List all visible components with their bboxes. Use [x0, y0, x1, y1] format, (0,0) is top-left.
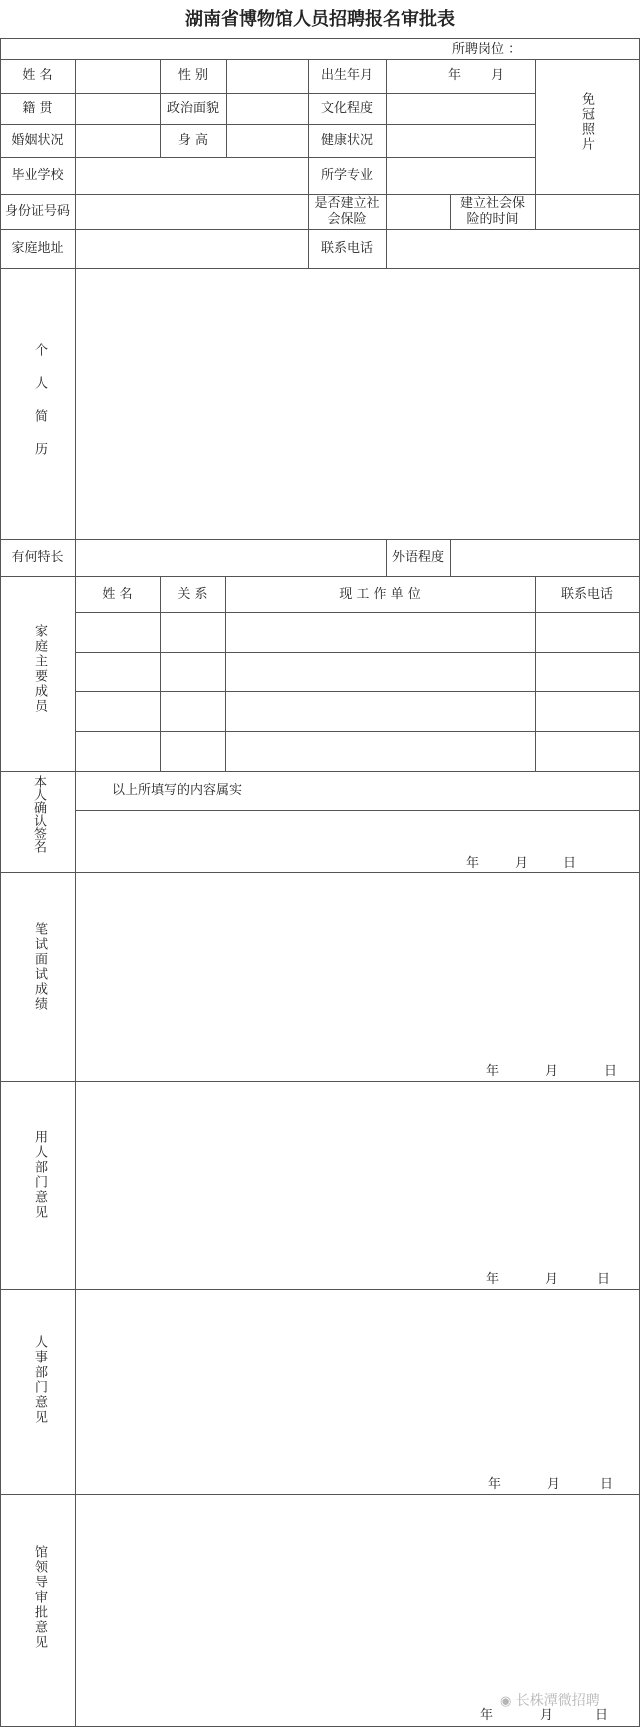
- major-field[interactable]: [387, 158, 534, 193]
- specialty-label: 有何特长: [11, 550, 64, 565]
- dept-day: 日: [597, 1272, 611, 1287]
- signature-field[interactable]: [76, 811, 638, 871]
- leader-month: 月: [540, 1708, 554, 1723]
- social-time-field[interactable]: [536, 195, 638, 228]
- resume-field[interactable]: [76, 269, 638, 538]
- exam-field[interactable]: [76, 873, 638, 1080]
- address-label: 家庭地址: [11, 241, 64, 256]
- political-field[interactable]: [227, 94, 307, 123]
- exam-day: 日: [604, 1064, 618, 1079]
- address-field[interactable]: [76, 230, 307, 267]
- confirm-statement: 以上所填写的内容属实: [112, 783, 243, 798]
- family-label: 家庭主要成员: [32, 624, 47, 714]
- phone-field[interactable]: [387, 230, 638, 267]
- family-col-workplace: 现 工 作 单 位: [339, 587, 421, 602]
- leader-year: 年: [480, 1708, 494, 1723]
- education-field[interactable]: [387, 94, 534, 123]
- health-field[interactable]: [387, 125, 534, 156]
- health-label: 健康状况: [320, 133, 373, 148]
- family-col-phone: 联系电话: [560, 587, 613, 602]
- major-label: 所学专业: [320, 168, 373, 183]
- page-title: 湖南省博物馆人员招聘报名审批表: [185, 9, 455, 30]
- watermark: [500, 1690, 600, 1710]
- height-field[interactable]: [227, 125, 307, 156]
- school-field[interactable]: [76, 158, 307, 193]
- id-number-field[interactable]: [76, 195, 307, 228]
- gender-label: 性 别: [177, 68, 209, 83]
- social-time-label-1: 建立社会保: [459, 196, 525, 211]
- social-time-label-2: 险的时间: [466, 212, 519, 227]
- confirm-label: 本人确认签名: [31, 775, 46, 853]
- native-field[interactable]: [76, 94, 159, 123]
- hr-label: 人事部门意见: [32, 1335, 47, 1425]
- native-label: 籍 贯: [22, 101, 53, 116]
- confirm-month: 月: [515, 856, 529, 871]
- political-label: 政治面貌: [166, 101, 219, 116]
- hr-year: 年: [488, 1477, 502, 1492]
- hr-field[interactable]: [76, 1290, 638, 1493]
- photo-label: 免冠照片: [579, 92, 594, 152]
- name-label: 姓 名: [22, 68, 53, 83]
- confirm-day: 日: [563, 856, 577, 871]
- social-security-label-1: 是否建立社: [314, 196, 380, 211]
- family-col-relation: 关 系: [177, 587, 208, 602]
- birth-month-unit: 月: [491, 68, 505, 83]
- name-field[interactable]: [76, 60, 159, 92]
- language-label: 外语程度: [391, 550, 444, 565]
- social-security-field[interactable]: [387, 195, 449, 228]
- leader-label: 馆领导审批意见: [32, 1545, 47, 1650]
- birth-year-unit: 年: [448, 68, 462, 83]
- family-row[interactable]: [76, 613, 638, 651]
- family-row[interactable]: [76, 692, 638, 730]
- position-label: 所聘岗位 ：: [452, 42, 522, 57]
- phone-label: 联系电话: [320, 241, 373, 256]
- dept-label: 用人部门意见: [32, 1130, 47, 1220]
- wechat-icon: ◉: [500, 1694, 512, 1709]
- exam-label: 笔试面试成绩: [32, 922, 47, 1012]
- specialty-field[interactable]: [76, 540, 385, 575]
- family-row[interactable]: [76, 732, 638, 770]
- marital-label: 婚姻状况: [11, 133, 64, 148]
- gender-field[interactable]: [227, 60, 307, 92]
- exam-month: 月: [545, 1064, 559, 1079]
- family-row[interactable]: [76, 653, 638, 690]
- school-label: 毕业学校: [11, 168, 64, 183]
- birth-label: 出生年月: [320, 68, 373, 83]
- dept-field[interactable]: [76, 1082, 638, 1288]
- leader-day: 日: [595, 1708, 609, 1723]
- family-col-name: 姓 名: [102, 587, 133, 602]
- watermark-text: 长株潭微招聘: [515, 1693, 600, 1709]
- confirm-year: 年: [466, 856, 480, 871]
- id-number-label: 身份证号码: [4, 204, 70, 219]
- dept-year: 年: [486, 1272, 500, 1287]
- hr-month: 月: [547, 1477, 561, 1492]
- resume-label: 个人简历: [32, 343, 47, 475]
- marital-field[interactable]: [76, 125, 159, 156]
- education-label: 文化程度: [320, 101, 373, 116]
- language-field[interactable]: [451, 540, 638, 575]
- dept-month: 月: [545, 1272, 559, 1287]
- hr-day: 日: [600, 1477, 614, 1492]
- exam-year: 年: [486, 1064, 500, 1079]
- social-security-label-2: 会保险: [327, 212, 367, 227]
- height-label: 身 高: [177, 133, 209, 148]
